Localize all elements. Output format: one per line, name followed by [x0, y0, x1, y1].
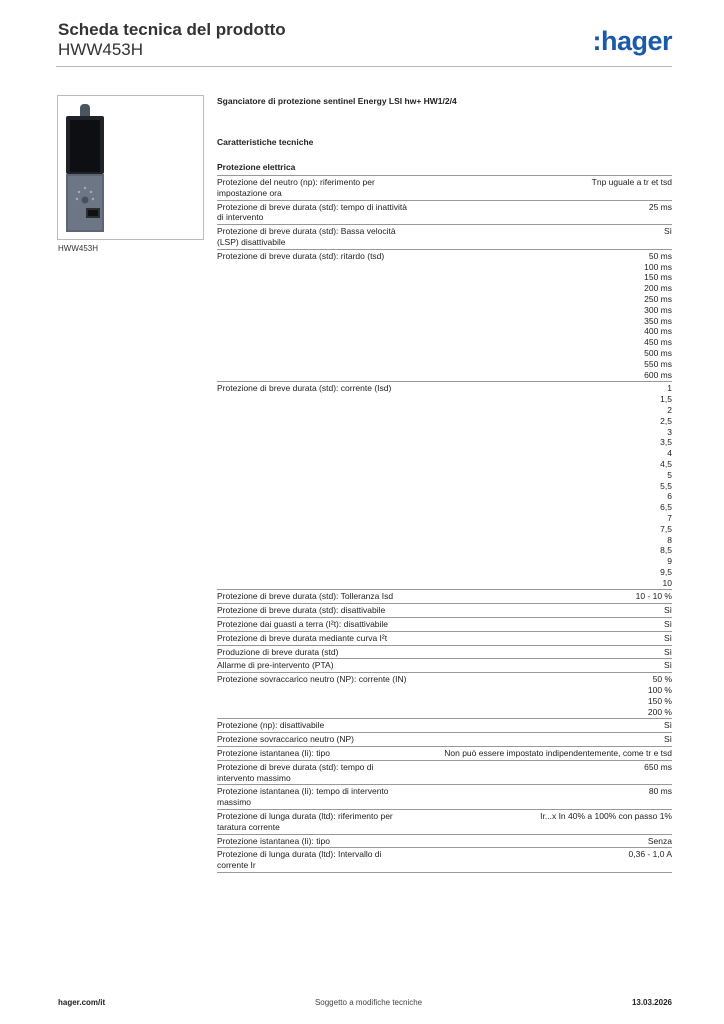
spec-label: Protezione di breve durata (std): Bassa velocità (LSP) disattivabile	[217, 226, 396, 247]
group-title: Protezione elettrica	[217, 162, 672, 176]
spec-value	[412, 720, 672, 731]
spec-value-item: 9,5	[660, 566, 672, 577]
spec-value	[412, 811, 672, 833]
spec-value-item: 9	[667, 556, 672, 567]
spec-value-item: 10	[662, 577, 672, 588]
spec-label: Protezione di breve durata (std): Tolleranza Isd	[217, 591, 394, 602]
spec-value-item: 500 ms	[644, 347, 672, 358]
spec-row	[217, 382, 672, 590]
spec-value-item: 150 ms	[644, 272, 672, 283]
product-illustration	[58, 96, 203, 239]
spec-row	[217, 673, 672, 719]
spec-value-item: 5	[667, 469, 672, 480]
spec-value-item: 8	[667, 534, 672, 545]
spec-value-item: 100 ms	[644, 261, 672, 272]
spec-value-item: 10 - 10 %	[635, 591, 672, 602]
spec-value-item: Sì	[663, 720, 672, 731]
spec-value	[412, 748, 672, 759]
spec-label: Protezione (np): disattivabile	[217, 720, 325, 731]
spec-value-item: 4	[667, 448, 672, 459]
spec-row	[217, 810, 672, 835]
spec-value-item: 250 ms	[644, 293, 672, 304]
spec-value-item: Sì	[663, 632, 672, 643]
spec-label: Protezione istantanea (Ii): tipo	[217, 748, 330, 759]
spec-value	[412, 605, 672, 616]
spec-value-item: 8,5	[660, 545, 672, 556]
footer-website: hager.com/it	[58, 998, 106, 1007]
spec-value	[412, 734, 672, 745]
spec-row	[217, 225, 672, 250]
spec-value-item: 400 ms	[644, 326, 672, 337]
spec-value-item: 200 %	[647, 706, 672, 717]
spec-row	[217, 785, 672, 810]
spec-value	[412, 674, 672, 717]
spec-value-item: 7,5	[660, 523, 672, 534]
spec-row	[217, 747, 672, 761]
spec-value	[412, 633, 672, 644]
spec-value-item: 2	[667, 404, 672, 415]
spec-value-item: 3	[667, 426, 672, 437]
spec-value	[412, 177, 672, 199]
document-header	[58, 20, 286, 60]
header-divider	[56, 66, 672, 67]
spec-value-item: 350 ms	[644, 315, 672, 326]
spec-row	[217, 604, 672, 618]
spec-value-item: Non può essere impostato indipendentemente, come tr e tsd	[444, 748, 672, 759]
spec-value-item: 450 ms	[644, 337, 672, 348]
spec-value	[412, 836, 672, 847]
spec-value-item: Sì	[663, 226, 672, 237]
spec-value-item: 4,5	[660, 458, 672, 469]
page-footer	[58, 998, 672, 1007]
product-image	[57, 95, 204, 240]
spec-label: Protezione sovraccarico neutro (NP): corrente (IN)	[217, 674, 407, 685]
footer-date: 13.03.2026	[631, 998, 672, 1007]
spec-row	[217, 659, 672, 673]
spec-label: Protezione di breve durata (std): disattivabile	[217, 605, 386, 616]
spec-row	[217, 733, 672, 747]
spec-row	[217, 176, 672, 201]
spec-value-item: 7	[667, 512, 672, 523]
spec-label: Protezione di breve durata (std): tempo di inattività di intervento	[217, 201, 407, 223]
spec-value-item: Sì	[663, 619, 672, 630]
spec-value-item: 300 ms	[644, 304, 672, 315]
spec-content	[217, 95, 672, 873]
spec-value	[412, 619, 672, 630]
spec-value	[412, 383, 672, 588]
section-title: Caratteristiche tecniche	[217, 137, 314, 147]
spec-value-item: 650 ms	[644, 761, 672, 772]
spec-row	[217, 632, 672, 646]
spec-row	[217, 618, 672, 632]
spec-value-item: 550 ms	[644, 358, 672, 369]
spec-row	[217, 848, 672, 873]
spec-row	[217, 201, 672, 226]
spec-value-item: 50 ms	[648, 250, 672, 261]
spec-value-item: 25 ms	[648, 201, 672, 212]
hager-logo: :hager	[592, 26, 672, 56]
spec-row	[217, 719, 672, 733]
spec-value-item: 150 %	[647, 695, 672, 706]
spec-value-item: 0,36 - 1,0 A	[628, 849, 672, 860]
spec-value-item: 6	[667, 491, 672, 502]
spec-label: Protezione del neutro (np): riferimento per impostazione ora	[217, 177, 375, 198]
spec-value-item: Ir...x In 40% a 100% con passo 1%	[540, 811, 672, 822]
spec-table	[217, 176, 672, 873]
document-title: Scheda tecnica del prodotto	[58, 20, 286, 39]
spec-value	[412, 591, 672, 602]
spec-value-item: Sì	[663, 605, 672, 616]
spec-label: Protezione di breve durata (std): ritardo (tsd)	[217, 250, 385, 261]
spec-value-item: Sì	[663, 734, 672, 745]
spec-value-item: 200 ms	[644, 283, 672, 294]
product-code: HWW453H	[58, 40, 144, 59]
spec-label: Protezione istantanea (Ii): tempo di intervento massimo	[217, 786, 389, 808]
spec-label: Allarme di pre-intervento (PTA)	[217, 660, 334, 671]
spec-label: Protezione dai guasti a terra (I²t): disattivabile	[217, 619, 389, 630]
footer-notice: Soggetto a modifiche tecniche	[314, 998, 423, 1007]
spec-row	[217, 250, 672, 383]
spec-value-item: 600 ms	[644, 369, 672, 380]
spec-value-item: Tnp uguale a tr et tsd	[591, 177, 672, 187]
spec-label: Produzione di breve durata (std)	[217, 646, 339, 657]
spec-value-item: 100 %	[647, 685, 672, 696]
spec-label: Protezione sovraccarico neutro (NP)	[217, 734, 355, 745]
product-caption: HWW453H	[58, 244, 99, 253]
spec-row	[217, 835, 672, 849]
spec-label: Protezione istantanea (Ii): tipo	[217, 835, 330, 846]
spec-label: Protezione di lunga durata (ltd): Intervallo di corrente Ir	[217, 849, 382, 871]
spec-value-item: Sì	[663, 646, 672, 657]
spec-value-item: 50 %	[652, 674, 672, 685]
spec-value-item: 3,5	[660, 437, 672, 448]
spec-value-item: 80 ms	[648, 786, 672, 797]
spec-value	[412, 786, 672, 808]
spec-label: Protezione di lunga durata (ltd): riferimento per taratura corrente	[217, 811, 393, 832]
spec-value-item: Senza	[647, 835, 672, 846]
spec-value-item: Sì	[663, 660, 672, 671]
spec-row	[217, 590, 672, 604]
spec-value	[412, 660, 672, 671]
spec-value	[412, 849, 672, 871]
product-description: Sganciatore di protezione sentinel Energy LSI hw+ HW1/2/4	[217, 96, 457, 106]
spec-label: Protezione di breve durata (std): corrente (Isd)	[217, 383, 392, 394]
spec-label: Protezione di breve durata mediante curva I²t	[217, 632, 388, 643]
spec-value	[412, 762, 672, 784]
spec-value-item: 1	[667, 383, 672, 394]
spec-row	[217, 646, 672, 660]
spec-value-item: 1,5	[660, 394, 672, 405]
spec-value-item: 6,5	[660, 502, 672, 513]
spec-value	[412, 647, 672, 658]
spec-value-item: 5,5	[660, 480, 672, 491]
spec-value	[412, 226, 672, 248]
spec-value-item: 2,5	[660, 415, 672, 426]
spec-label: Protezione di breve durata (std): tempo di intervento massimo	[217, 761, 374, 783]
spec-value	[412, 251, 672, 381]
spec-row	[217, 761, 672, 786]
spec-value	[412, 202, 672, 224]
